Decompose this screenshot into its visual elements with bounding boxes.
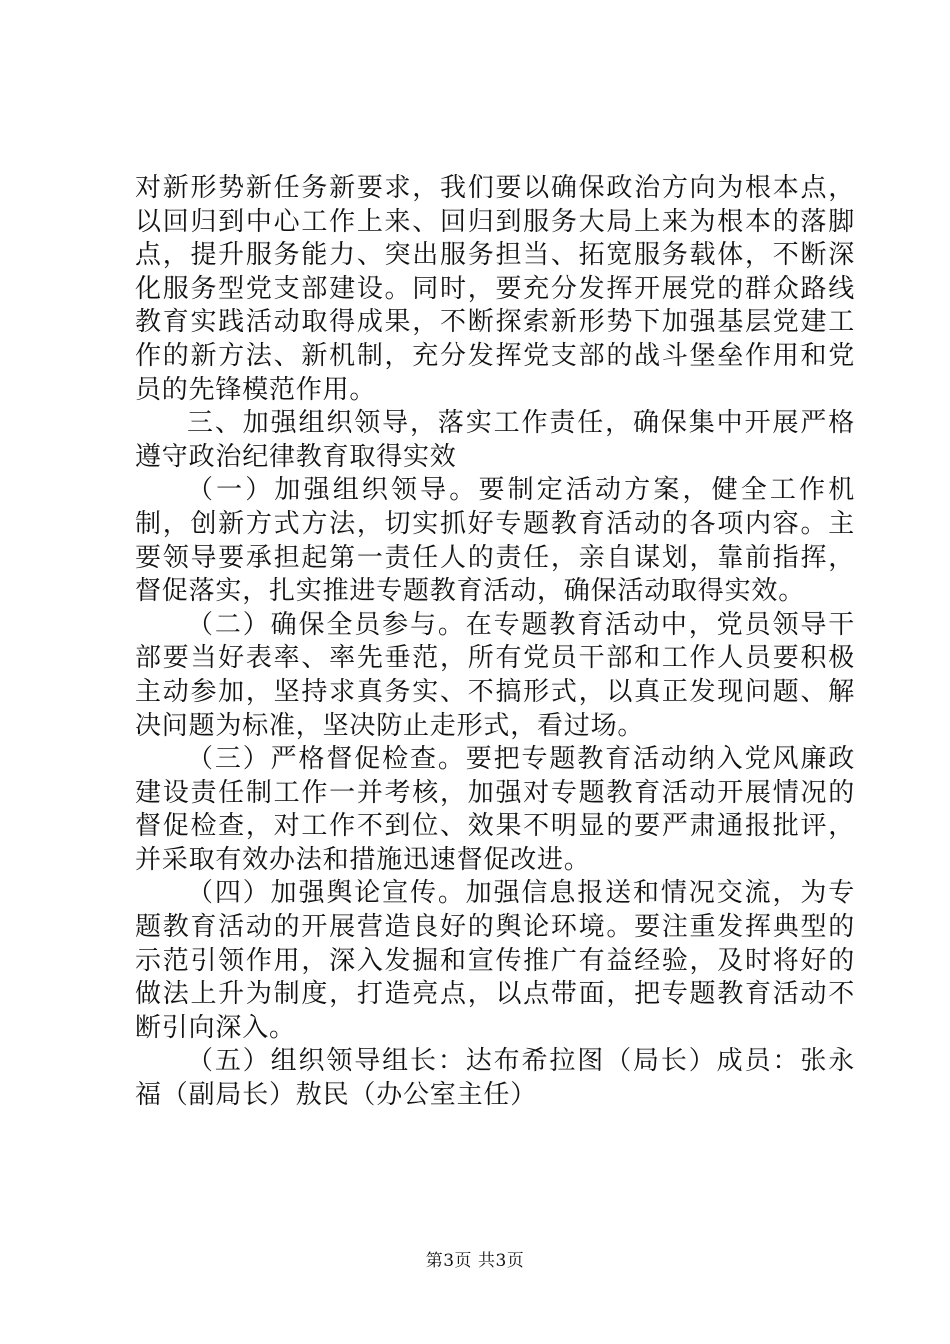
page-number-footer: 第3页 共3页 bbox=[425, 1251, 525, 1271]
paragraph-continuation: 对新形势新任务新要求，我们要以确保政治方向为根本点，以回归到中心工作上来、回归到服务大局上来为根本的落脚点，提升服务能力、突出服务担当、拓宽服务载体，不断深化服务型党支部建设。同时，要充分发挥开展党的群众路线教育实践活动取得成果，不断探索新形势下加强基层党建工作的新方法、新机制，充分发挥党支部的战斗堡垒作用和党员的先锋模范作用。 bbox=[135, 173, 855, 405]
paragraph-item-four: （四）加强舆论宣传。加强信息报送和情况交流，为专题教育活动的开展营造良好的舆论环境。要注重发挥典型的示范引领作用，深入发掘和宣传推广有益经验，及时将好的做法上升为制度，打造亮点，以点带面，把专题教育活动不断引向深入。 bbox=[135, 878, 855, 1043]
document-body bbox=[135, 172, 855, 1113]
paragraph-item-five: （五）组织领导组长：达布希拉图（局长）成员：张永福（副局长）敖民（办公室主任） bbox=[135, 1046, 855, 1111]
paragraph-item-three: （三）严格督促检查。要把专题教育活动纳入党风廉政建设责任制工作一并考核，加强对专题教育活动开展情况的督促检查，对工作不到位、效果不明显的要严肃通报批评，并采取有效办法和措施迅速督促改进。 bbox=[135, 744, 855, 875]
paragraph-item-two: （二）确保全员参与。在专题教育活动中，党员领导干部要当好表率、率先垂范，所有党员干部和工作人员要积极主动参加，坚持求真务实、不搞形式，以真正发现问题、解决问题为标准，坚决防止走形式，看过场。 bbox=[135, 609, 855, 741]
paragraph-item-one: （一）加强组织领导。要制定活动方案，健全工作机制，创新方式方法，切实抓好专题教育活动的各项内容。主要领导要承担起第一责任人的责任，亲自谋划，靠前指挥，督促落实，扎实推进专题教育活动，确保活动取得实效。 bbox=[135, 475, 855, 607]
section-heading-three: 三、加强组织领导，落实工作责任，确保集中开展严格遵守政治纪律教育取得实效 bbox=[135, 408, 855, 472]
